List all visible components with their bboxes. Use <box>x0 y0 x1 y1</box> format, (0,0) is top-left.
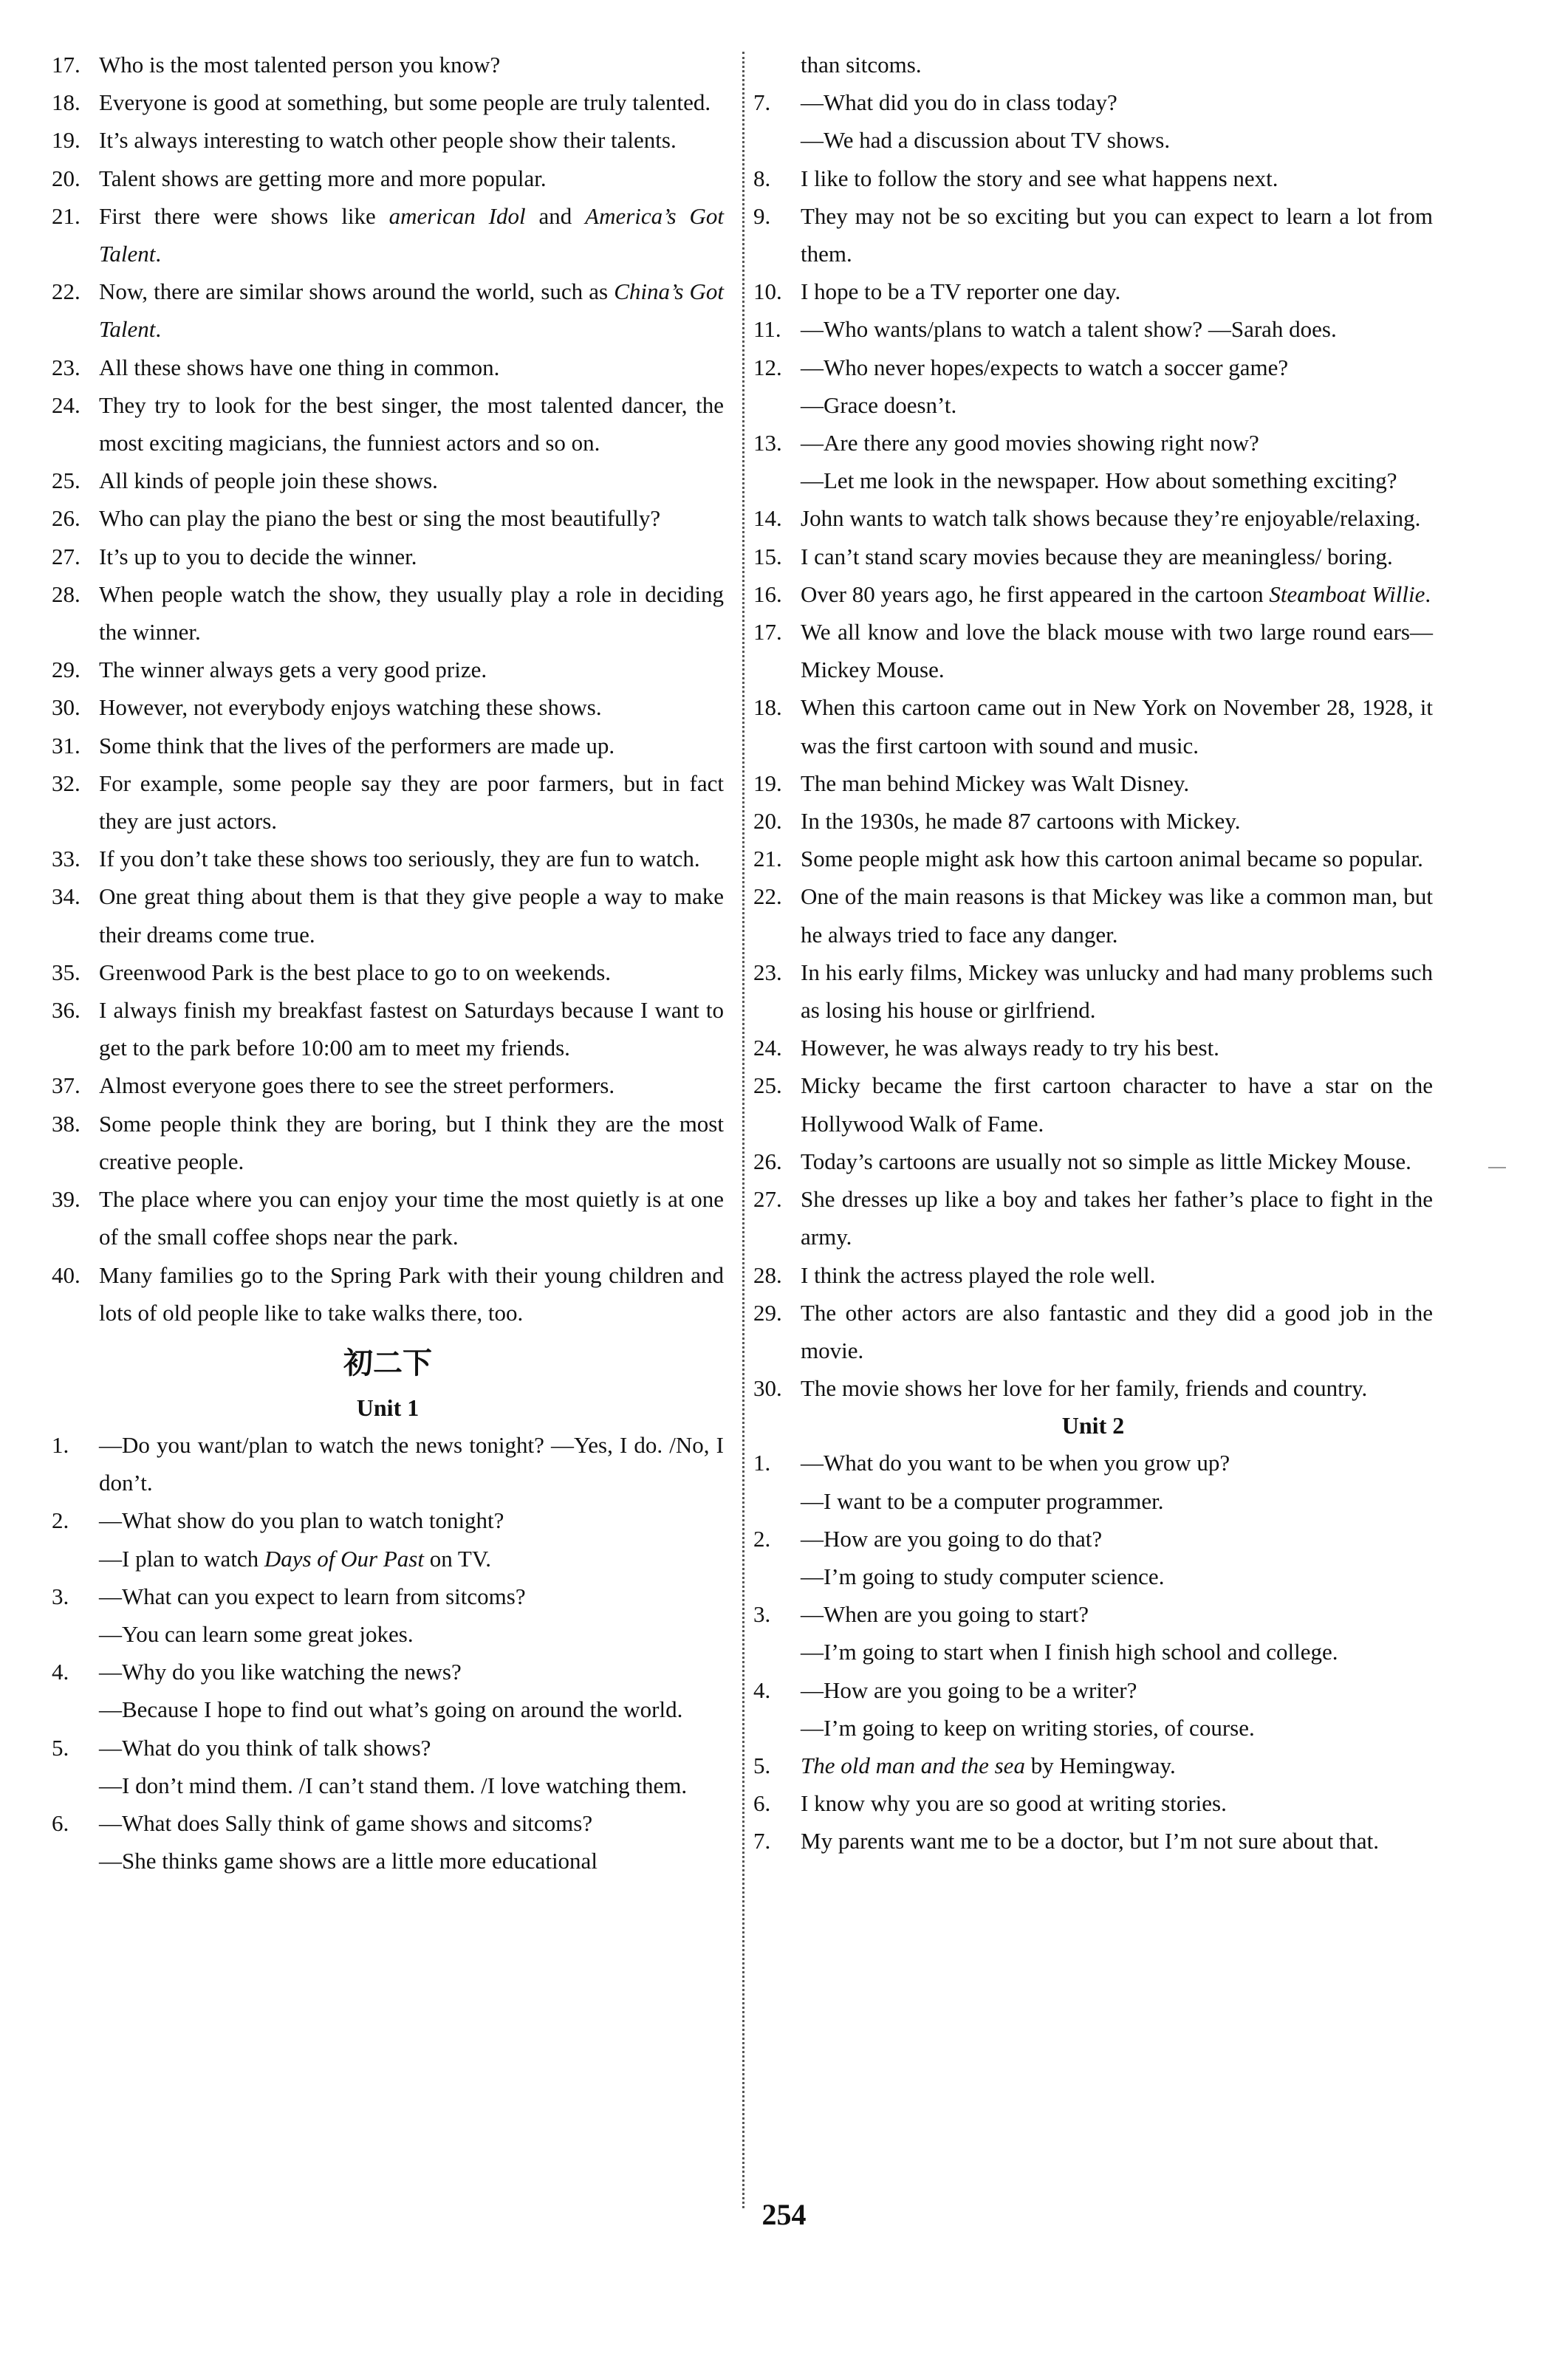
list-item <box>52 1653 724 1728</box>
item-response: —Because I hope to find out what’s going on around the world. <box>99 1696 683 1723</box>
item-number: 30. <box>52 694 81 721</box>
list-item <box>753 575 1433 613</box>
item-text <box>99 462 724 499</box>
item-text <box>801 538 1433 575</box>
item-text-run: Today’s cartoons are usually not so simple as little Mickey Mouse. <box>801 1148 1411 1174</box>
item-number: 38. <box>52 1110 81 1137</box>
item-text-run: One of the main reasons is that Mickey was like a common man, but he always tried to face any danger. <box>801 883 1433 948</box>
item-number: 7. <box>753 89 771 116</box>
item-number: 1. <box>52 1431 69 1458</box>
item-number: 39. <box>52 1186 81 1213</box>
item-number: 29. <box>52 657 81 683</box>
item-text-run: I hope to be a TV reporter one day. <box>801 278 1121 305</box>
item-text-run: Some people think they are boring, but I think they are the most creative people. <box>99 1110 724 1174</box>
item-number: 17. <box>52 52 81 78</box>
item-number: 34. <box>52 883 81 910</box>
item-text <box>801 424 1433 462</box>
list-item <box>52 462 724 499</box>
list-item <box>753 953 1433 1029</box>
item-text <box>99 349 724 386</box>
item-text-run: She dresses up like a boy and takes her father’s place to fight in the army. <box>801 1186 1433 1250</box>
item-number: 30. <box>753 1375 782 1402</box>
list-item <box>52 1066 724 1104</box>
item-text-run: —Do you want/plan to watch the news tonight? —Yes, I do. /No, I don’t. <box>99 1431 724 1496</box>
item-number: 29. <box>753 1299 782 1326</box>
item-text <box>801 1520 1433 1558</box>
list-item <box>753 1822 1433 1860</box>
item-text <box>801 197 1433 273</box>
item-italic-title: Days of Our Past <box>264 1545 424 1572</box>
item-text-run: In his early films, Mickey was unlucky and had many problems such as losing his house or girlfriend. <box>801 959 1433 1024</box>
item-number: 31. <box>52 732 81 758</box>
item-text-run: Who can play the piano the best or sing the most beautifully? <box>99 505 661 532</box>
item-text-run: —How are you going to be a writer? <box>801 1676 1137 1703</box>
item-text <box>801 310 1433 348</box>
item-number: 11. <box>753 316 781 343</box>
item-text <box>99 991 724 1066</box>
item-text-run: If you don’t take these shows too seriously, they are fun to watch. <box>99 846 700 872</box>
item-text-run: In the 1930s, he made 87 cartoons with Mickey. <box>801 808 1241 835</box>
item-number: 2. <box>52 1507 69 1534</box>
item-text-run: Some think that the lives of the performers are made up. <box>99 732 615 758</box>
item-text <box>801 840 1433 877</box>
item-response: —I want to be a computer programmer. <box>801 1487 1164 1514</box>
item-text-run: First there were shows like <box>99 202 389 229</box>
item-text-run: on TV. <box>423 1545 491 1572</box>
item-number: 24. <box>52 391 81 418</box>
item-text-run: —What do you think of talk shows? <box>99 1734 431 1761</box>
item-number: 21. <box>52 202 81 229</box>
item-text <box>801 613 1433 688</box>
item-response: —I’m going to start when I finish high school and college. <box>801 1639 1338 1665</box>
item-text-run: They may not be so exciting but you can expect to learn a lot from them. <box>801 202 1433 267</box>
item-text <box>801 1256 1433 1294</box>
item-text-run: . <box>155 241 162 267</box>
item-text <box>801 575 1433 613</box>
item-number: 22. <box>52 278 81 305</box>
item-number: 20. <box>52 165 81 191</box>
item-number: 28. <box>52 580 81 607</box>
item-text <box>99 538 724 575</box>
item-text-run: Almost everyone goes there to see the street performers. <box>99 1072 615 1099</box>
item-number: 1. <box>753 1450 771 1476</box>
list-item <box>52 575 724 651</box>
item-text-run: . <box>155 316 162 343</box>
item-text-run: Many families go to the Spring Park with their young children and lots of old people like to take walks there, too. <box>99 1261 724 1326</box>
item-text <box>801 764 1433 802</box>
item-text-run: Now, there are similar shows around the world, such as <box>99 278 614 305</box>
list-item <box>52 1256 724 1332</box>
item-number: 4. <box>753 1676 771 1703</box>
item-text-run: However, he was always ready to try his best. <box>801 1035 1219 1061</box>
item-text <box>99 727 724 764</box>
item-text <box>99 764 724 840</box>
item-text <box>99 83 724 121</box>
list-item <box>52 386 724 462</box>
list-item <box>753 802 1433 840</box>
item-text <box>801 1180 1433 1256</box>
item-number: 25. <box>52 467 81 494</box>
item-number: 26. <box>52 505 81 532</box>
left-column <box>52 46 724 1880</box>
list-item <box>52 1180 724 1256</box>
list-item <box>52 1729 724 1804</box>
item-number: 5. <box>753 1752 771 1778</box>
item-text-run: —How are you going to do that? <box>801 1525 1103 1552</box>
list-item <box>52 651 724 688</box>
list-item <box>753 1066 1433 1142</box>
item-text <box>99 877 724 953</box>
item-text <box>99 1105 724 1180</box>
item-text-run: My parents want me to be a doctor, but I’m not sure about that. <box>801 1828 1380 1854</box>
item-text <box>801 1747 1433 1784</box>
item-number: 36. <box>52 997 81 1024</box>
item-number: 6. <box>52 1809 69 1836</box>
list-item <box>52 840 724 877</box>
item-text <box>801 349 1433 386</box>
item-text <box>99 840 724 877</box>
list-item <box>753 1294 1433 1369</box>
item-number: 32. <box>52 770 81 796</box>
list-item <box>753 349 1433 424</box>
item-text <box>99 1578 724 1615</box>
item-text-run: —I plan to watch <box>99 1545 264 1572</box>
item-text-run: —Are there any good movies showing right now? <box>801 430 1259 456</box>
item-number: 20. <box>753 808 782 835</box>
item-text <box>99 953 724 991</box>
item-text <box>801 802 1433 840</box>
unit-1-list <box>52 1426 724 1880</box>
list-item <box>753 840 1433 877</box>
item-number: 3. <box>52 1583 69 1609</box>
list-item <box>52 688 724 726</box>
item-text <box>801 1143 1433 1180</box>
item-number: 37. <box>52 1072 81 1099</box>
item-number: 3. <box>753 1601 771 1628</box>
item-text <box>99 1256 724 1332</box>
list-item <box>753 1369 1433 1407</box>
list-item <box>753 499 1433 537</box>
list-item <box>52 727 724 764</box>
list-item <box>753 273 1433 310</box>
item-text <box>99 575 724 651</box>
item-response: —I don’t mind them. /I can’t stand them. /I love watching them. <box>99 1772 688 1798</box>
item-number: 18. <box>753 694 782 721</box>
item-text-run: For example, some people say they are poor farmers, but in fact they are just actors. <box>99 770 724 835</box>
item-number: 12. <box>753 354 782 380</box>
list-item <box>52 764 724 840</box>
item-text-run: —What do you want to be when you grow up? <box>801 1450 1230 1476</box>
list-item <box>753 1784 1433 1822</box>
item-number: 40. <box>52 1261 81 1288</box>
item-number: 16. <box>753 580 782 607</box>
list-item <box>753 613 1433 688</box>
item-number: 26. <box>753 1148 782 1174</box>
list-item <box>52 1426 724 1501</box>
item-text-run: All these shows have one thing in common. <box>99 354 500 380</box>
item-response <box>99 1540 724 1578</box>
item-text-run: When people watch the show, they usually play a role in deciding the winner. <box>99 580 724 645</box>
list-item <box>52 877 724 953</box>
list-item <box>753 764 1433 802</box>
list-item <box>52 121 724 159</box>
item-text <box>99 197 724 273</box>
item-text <box>801 1444 1433 1482</box>
list-item <box>753 424 1433 499</box>
item-text <box>801 273 1433 310</box>
item-number: 15. <box>753 543 782 569</box>
item-text-run: One great thing about them is that they give people a way to make their dreams come true. <box>99 883 724 948</box>
item-text <box>801 83 1433 121</box>
item-text-run: We all know and love the black mouse with two large round ears—Mickey Mouse. <box>801 619 1433 683</box>
item-number: 8. <box>753 165 771 191</box>
item-text-run: —What can you expect to learn from sitcoms? <box>99 1583 526 1609</box>
item-text-run: Talent shows are getting more and more popular. <box>99 165 547 191</box>
item-text-run: It’s up to you to decide the winner. <box>99 543 417 569</box>
list-item <box>753 877 1433 953</box>
item-text-run: —When are you going to start? <box>801 1601 1089 1628</box>
item-text <box>99 386 724 462</box>
item-response: —I’m going to keep on writing stories, of course. <box>801 1714 1255 1741</box>
item-text <box>801 688 1433 764</box>
list-item <box>753 1520 1433 1595</box>
item-text <box>801 1066 1433 1142</box>
list-item <box>753 688 1433 764</box>
item-italic-title: Steamboat Willie <box>1269 580 1425 607</box>
unit-1-continued-list <box>753 83 1433 1407</box>
item-text-run: I think the actress played the role well. <box>801 1261 1156 1288</box>
item-number: 22. <box>753 883 782 910</box>
item-response: —I’m going to study computer science. <box>801 1563 1165 1589</box>
item-text-run: The winner always gets a very good prize. <box>99 657 487 683</box>
item-text-run: The place where you can enjoy your time the most quietly is at one of the small coffee shops near the park. <box>99 1186 724 1250</box>
item-number: 27. <box>753 1186 782 1213</box>
item-text-run: by Hemingway. <box>1024 1752 1176 1778</box>
item-italic-title: China’s Got Talent <box>99 278 724 343</box>
item-text <box>801 1369 1433 1407</box>
item-text-run: Some people might ask how this cartoon animal became so popular. <box>801 846 1423 872</box>
item-text <box>99 160 724 197</box>
list-item <box>753 1256 1433 1294</box>
item-number: 2. <box>753 1525 771 1552</box>
section-title: 初二下 <box>343 1346 432 1380</box>
item-text-run: When this cartoon came out in New York on November 28, 1928, it was the first cartoon with sound and music. <box>801 694 1433 758</box>
unit-2-list <box>753 1444 1433 1860</box>
item-response: —You can learn some great jokes. <box>99 1620 414 1647</box>
list-item <box>753 1029 1433 1066</box>
unit-1-title: Unit 1 <box>356 1394 420 1421</box>
item-text <box>99 1804 724 1842</box>
list-item <box>753 1143 1433 1180</box>
item-number: 19. <box>52 127 81 154</box>
item-text-run: —Why do you like watching the news? <box>99 1659 462 1685</box>
page-number: 254 <box>761 2198 807 2231</box>
item-text-run: —Who wants/plans to watch a talent show? —Sarah does. <box>801 316 1337 343</box>
item-text-run: —Who never hopes/expects to watch a soccer game? <box>801 354 1289 380</box>
item-number: 25. <box>753 1072 782 1099</box>
item-number: 23. <box>52 354 81 380</box>
item-text <box>801 499 1433 537</box>
item-response: —We had a discussion about TV shows. <box>801 127 1171 154</box>
item-number: 19. <box>753 770 782 796</box>
item-number: 35. <box>52 959 81 985</box>
item-text-run: . <box>1425 580 1431 607</box>
item-text-run: I like to follow the story and see what happens next. <box>801 165 1278 191</box>
item-text-run: —What does Sally think of game shows and sitcoms? <box>99 1809 593 1836</box>
list-item <box>753 538 1433 575</box>
item-text-run: Everyone is good at something, but some people are truly talented. <box>99 89 711 116</box>
item-text-run: However, not everybody enjoys watching these shows. <box>99 694 602 721</box>
item-text <box>99 273 724 348</box>
list-item <box>753 1747 1433 1784</box>
item-text-run: —What show do you plan to watch tonight? <box>99 1507 504 1534</box>
item-text-run: All kinds of people join these shows. <box>99 467 438 494</box>
item-number: 28. <box>753 1261 782 1288</box>
item-italic-title: The old man and the sea <box>801 1752 1025 1778</box>
item-text <box>99 1180 724 1256</box>
item-text-run: I can’t stand scary movies because they are meaningless/ boring. <box>801 543 1393 569</box>
item-text <box>99 121 724 159</box>
list-item <box>753 1595 1433 1671</box>
list-item <box>52 349 724 386</box>
item-text-run: Over 80 years ago, he first appeared in the cartoon <box>801 580 1270 607</box>
item-text <box>99 1729 724 1767</box>
item-number: 21. <box>753 846 782 872</box>
list-item <box>52 1804 724 1880</box>
list-item <box>52 1578 724 1653</box>
unit-2-title: Unit 2 <box>1061 1412 1125 1439</box>
list-item <box>52 160 724 197</box>
item-text-run: Greenwood Park is the best place to go to on weekends. <box>99 959 612 985</box>
item-text <box>801 1784 1433 1822</box>
item-text <box>99 1426 724 1501</box>
item-number: 14. <box>753 505 782 532</box>
item-text-run: It’s always interesting to watch other people show their talents. <box>99 127 677 154</box>
item-text <box>99 1066 724 1104</box>
item-text-run: They try to look for the best singer, the most talented dancer, the most exciting magicians, the funniest actors and so on. <box>99 391 724 456</box>
item-text-run: and <box>525 202 586 229</box>
item-text <box>99 1501 724 1539</box>
list-item <box>52 83 724 121</box>
item-number: 7. <box>753 1828 771 1854</box>
item-text <box>99 688 724 726</box>
left-sentence-list <box>52 46 724 1332</box>
list-item <box>753 1180 1433 1256</box>
item-number: 17. <box>753 619 782 645</box>
item-number: 13. <box>753 430 782 456</box>
item-text <box>99 499 724 537</box>
list-item <box>52 197 724 273</box>
item-text <box>801 1671 1433 1709</box>
list-item <box>52 538 724 575</box>
item-text <box>801 1595 1433 1633</box>
item-text <box>99 1653 724 1691</box>
item-text <box>99 46 724 83</box>
list-item <box>52 991 724 1066</box>
item-text-run: —What did you do in class today? <box>801 89 1117 116</box>
item-text <box>801 1029 1433 1066</box>
item-number: 9. <box>753 202 771 229</box>
item-text-run: Micky became the first cartoon character to have a star on the Hollywood Walk of Fame. <box>801 1072 1433 1137</box>
list-item <box>52 1105 724 1180</box>
item-text-run: Who is the most talented person you know? <box>99 52 501 78</box>
list-item <box>52 499 724 537</box>
item-text <box>99 651 724 688</box>
item-text-run: I always finish my breakfast fastest on Saturdays because I want to get to the park before 10:00 am to meet my friends. <box>99 997 724 1061</box>
list-item <box>753 160 1433 197</box>
list-item <box>52 1501 724 1577</box>
item-text <box>801 1822 1433 1860</box>
carry-over-line: than sitcoms. <box>801 52 922 78</box>
item-number: 23. <box>753 959 782 985</box>
item-response: —She thinks game shows are a little more educational <box>99 1848 598 1874</box>
item-text-run: The movie shows her love for her family, friends and country. <box>801 1375 1368 1402</box>
item-text-run: I know why you are so good at writing stories. <box>801 1790 1227 1817</box>
list-item <box>52 46 724 83</box>
item-number: 5. <box>52 1734 69 1761</box>
item-number: 4. <box>52 1659 69 1685</box>
item-text-run: The man behind Mickey was Walt Disney. <box>801 770 1190 796</box>
item-number: 18. <box>52 89 81 116</box>
item-response: —Grace doesn’t. <box>801 391 957 418</box>
item-text <box>801 877 1433 953</box>
item-text <box>801 953 1433 1029</box>
item-text-run: The other actors are also fantastic and they did a good job in the movie. <box>801 1299 1433 1363</box>
list-item <box>753 197 1433 273</box>
item-number: 24. <box>753 1035 782 1061</box>
item-response: —Let me look in the newspaper. How about something exciting? <box>801 467 1397 494</box>
item-number: 27. <box>52 543 81 569</box>
item-text <box>801 160 1433 197</box>
right-column <box>753 46 1433 1860</box>
margin-mark <box>1488 1167 1506 1168</box>
list-item <box>52 273 724 348</box>
column-divider <box>742 52 744 2208</box>
item-text-run: John wants to watch talk shows because they’re enjoyable/relaxing. <box>801 505 1421 532</box>
item-number: 10. <box>753 278 782 305</box>
list-item <box>753 1671 1433 1747</box>
item-italic-title: american Idol <box>388 202 526 229</box>
list-item <box>753 83 1433 159</box>
list-item <box>753 310 1433 348</box>
list-item <box>52 953 724 991</box>
item-number: 33. <box>52 846 81 872</box>
item-italic-title: America’s Got Talent <box>99 202 724 267</box>
item-text <box>801 1294 1433 1369</box>
list-item <box>753 1444 1433 1519</box>
item-number: 6. <box>753 1790 771 1817</box>
